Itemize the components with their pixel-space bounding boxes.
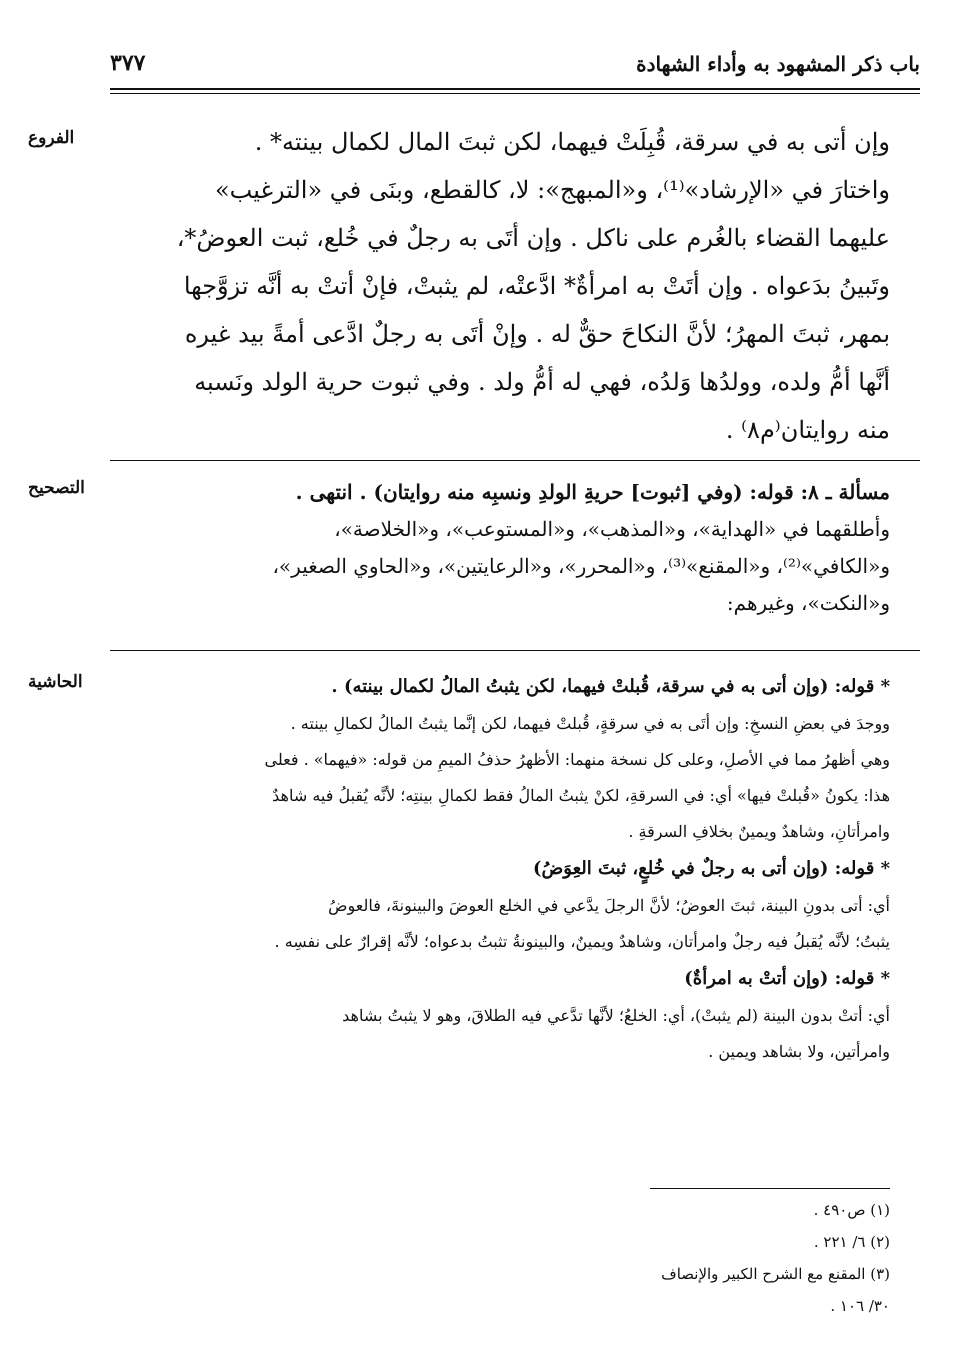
section-divider <box>110 460 920 461</box>
section-label-tashih: التصحيح <box>28 478 85 498</box>
hashiya-line: يثبتُ؛ لأنَّه يُقبلُ فيه رجلٌ وامرأتان، وشاهدٌ ويمينٌ، والبينونةُ تثبتُ بدعواه؛ لأنَّه إقرارٌ على نفسِه . <box>274 932 890 951</box>
footnote: (٢) ٦/ ٢٢١ . <box>813 1233 890 1251</box>
header-rule <box>110 88 920 94</box>
furu-line: واختارَ في «الإرشاد»⁽¹⁾، و«المبهج»: لا، كالقطع، وبنَى في «الترغيب» <box>214 176 890 204</box>
footnote: (٣) المقنع مع الشرح الكبير والإنصاف ٣٠/ ١٠٦ . <box>661 1265 890 1315</box>
hashiya-quote: * قوله: (وإن أتى به في سرقة، قُبلتْ فيهما، لكن يثبتُ المالُ لكمال بينته) . <box>331 676 890 697</box>
hashiya-line: أي: أتى بدونِ البينة، ثبتَ العوضُ؛ لأنَّ الرجلَ يدَّعي في الخلع العوضَ والبينونةَ، فالعوضُ <box>328 896 890 915</box>
chapter-title: باب ذكر المشهود به وأداء الشهادة <box>636 52 920 76</box>
tashih-section <box>110 474 890 622</box>
hashiya-line: أي: أتتْ بدون البينة (لم يثبتْ)، أي: الخلعُ؛ لأنَّها تدَّعي فيه الطلاقَ، وهو لا يثبتُ بشاهد <box>342 1006 890 1025</box>
tashih-line: وأطلقهما في «الهداية»، و«المذهب»، و«المستوعب»، و«الخلاصة»، <box>334 517 890 541</box>
hashiya-line: وامرأتين، ولا بشاهد ويمين . <box>708 1042 890 1061</box>
furu-section <box>110 118 890 454</box>
furu-line: بمهر، ثبتَ المهرُ؛ لأنَّ النكاحَ حقٌّ له . وإنْ أتَى به رجلٌ ادَّعى أمةً بيد غيره <box>184 320 890 348</box>
tashih-line: و«الكافي»⁽²⁾، و«المقنع»⁽³⁾، و«المحرر»، و«الرعايتين»، و«الحاوي الصغير»، <box>272 554 890 578</box>
hashiya-section <box>110 668 890 1070</box>
footnotes <box>640 1194 890 1322</box>
section-label-furu: الفروع <box>28 128 75 148</box>
section-label-hashiya: الحاشية <box>28 672 83 692</box>
page-number: ٣٧٧ <box>110 50 146 76</box>
hashiya-line: هذا: يكونُ «قُبلتْ فيها» أي: في السرقةِ، لكنْ يثبتُ المالُ فقط لكمالِ بينتِه؛ لأنَّه يُقبلُ فيه شاهدٌ <box>272 786 890 805</box>
hashiya-line: وامرأتانِ، وشاهدٌ ويمينٌ بخلافِ السرقةِ . <box>628 822 890 841</box>
hashiya-line: وهي أظهرُ مما في الأصلِ، وعلى كل نسخة منهما: الأظهرُ حذفُ الميمِ من قوله: «فيهما» . فعلى <box>264 750 890 769</box>
section-divider <box>110 650 920 651</box>
page-header <box>110 38 920 86</box>
furu-line: أنَّها أمُّ ولده، وولدُها وَلدُه، فهي له أمُّ ولد . وفي ثبوت حرية الولد ونَسبه <box>194 368 890 396</box>
hashiya-line: ووجدَ في بعضِ النسخِ: وإن أتَى به في سرقةٍ، قُبلتْ فيهما، لكن إنَّما يثبتُ المالُ لكمالِ بينته . <box>290 714 890 733</box>
furu-line: وإن أتى به في سرقة، قُبِلَتْ فيهما، لكن ثبتَ المال لكمال بينته* . <box>254 128 890 156</box>
tashih-line: و«النكت»، وغيرهم: <box>726 591 890 615</box>
hashiya-quote: * قوله: (وإن أتى به رجلٌ في خُلعٍ، ثبتَ العِوَضُ) <box>533 858 890 879</box>
footnote: (١) ص٤٩٠ . <box>813 1201 890 1219</box>
furu-line: وتَبينُ بدَعواه . وإن أتَتْ به امرأةٌ* ادَّعتْه، لم يثبتْ، فإنْ أتتْ به أنَّه تزوَّجها <box>183 272 890 300</box>
footnote-rule <box>650 1188 890 1189</box>
furu-line: عليهما القضاء بالغُرم على ناكل . وإن أتَى به رجلٌ في خُلع، ثبت العوضُ*، <box>176 224 890 252</box>
furu-line: منه روايتان⁽م٨⁾ . <box>725 416 890 444</box>
tashih-line: مسألة ـ ٨: قوله: (وفي [ثبوت] حريةِ الولدِ ونسبِه منه روايتان) . انتهى . <box>295 480 890 504</box>
hashiya-quote: * قوله: (وإن أتتْ به امرأةٌ) <box>684 968 890 989</box>
